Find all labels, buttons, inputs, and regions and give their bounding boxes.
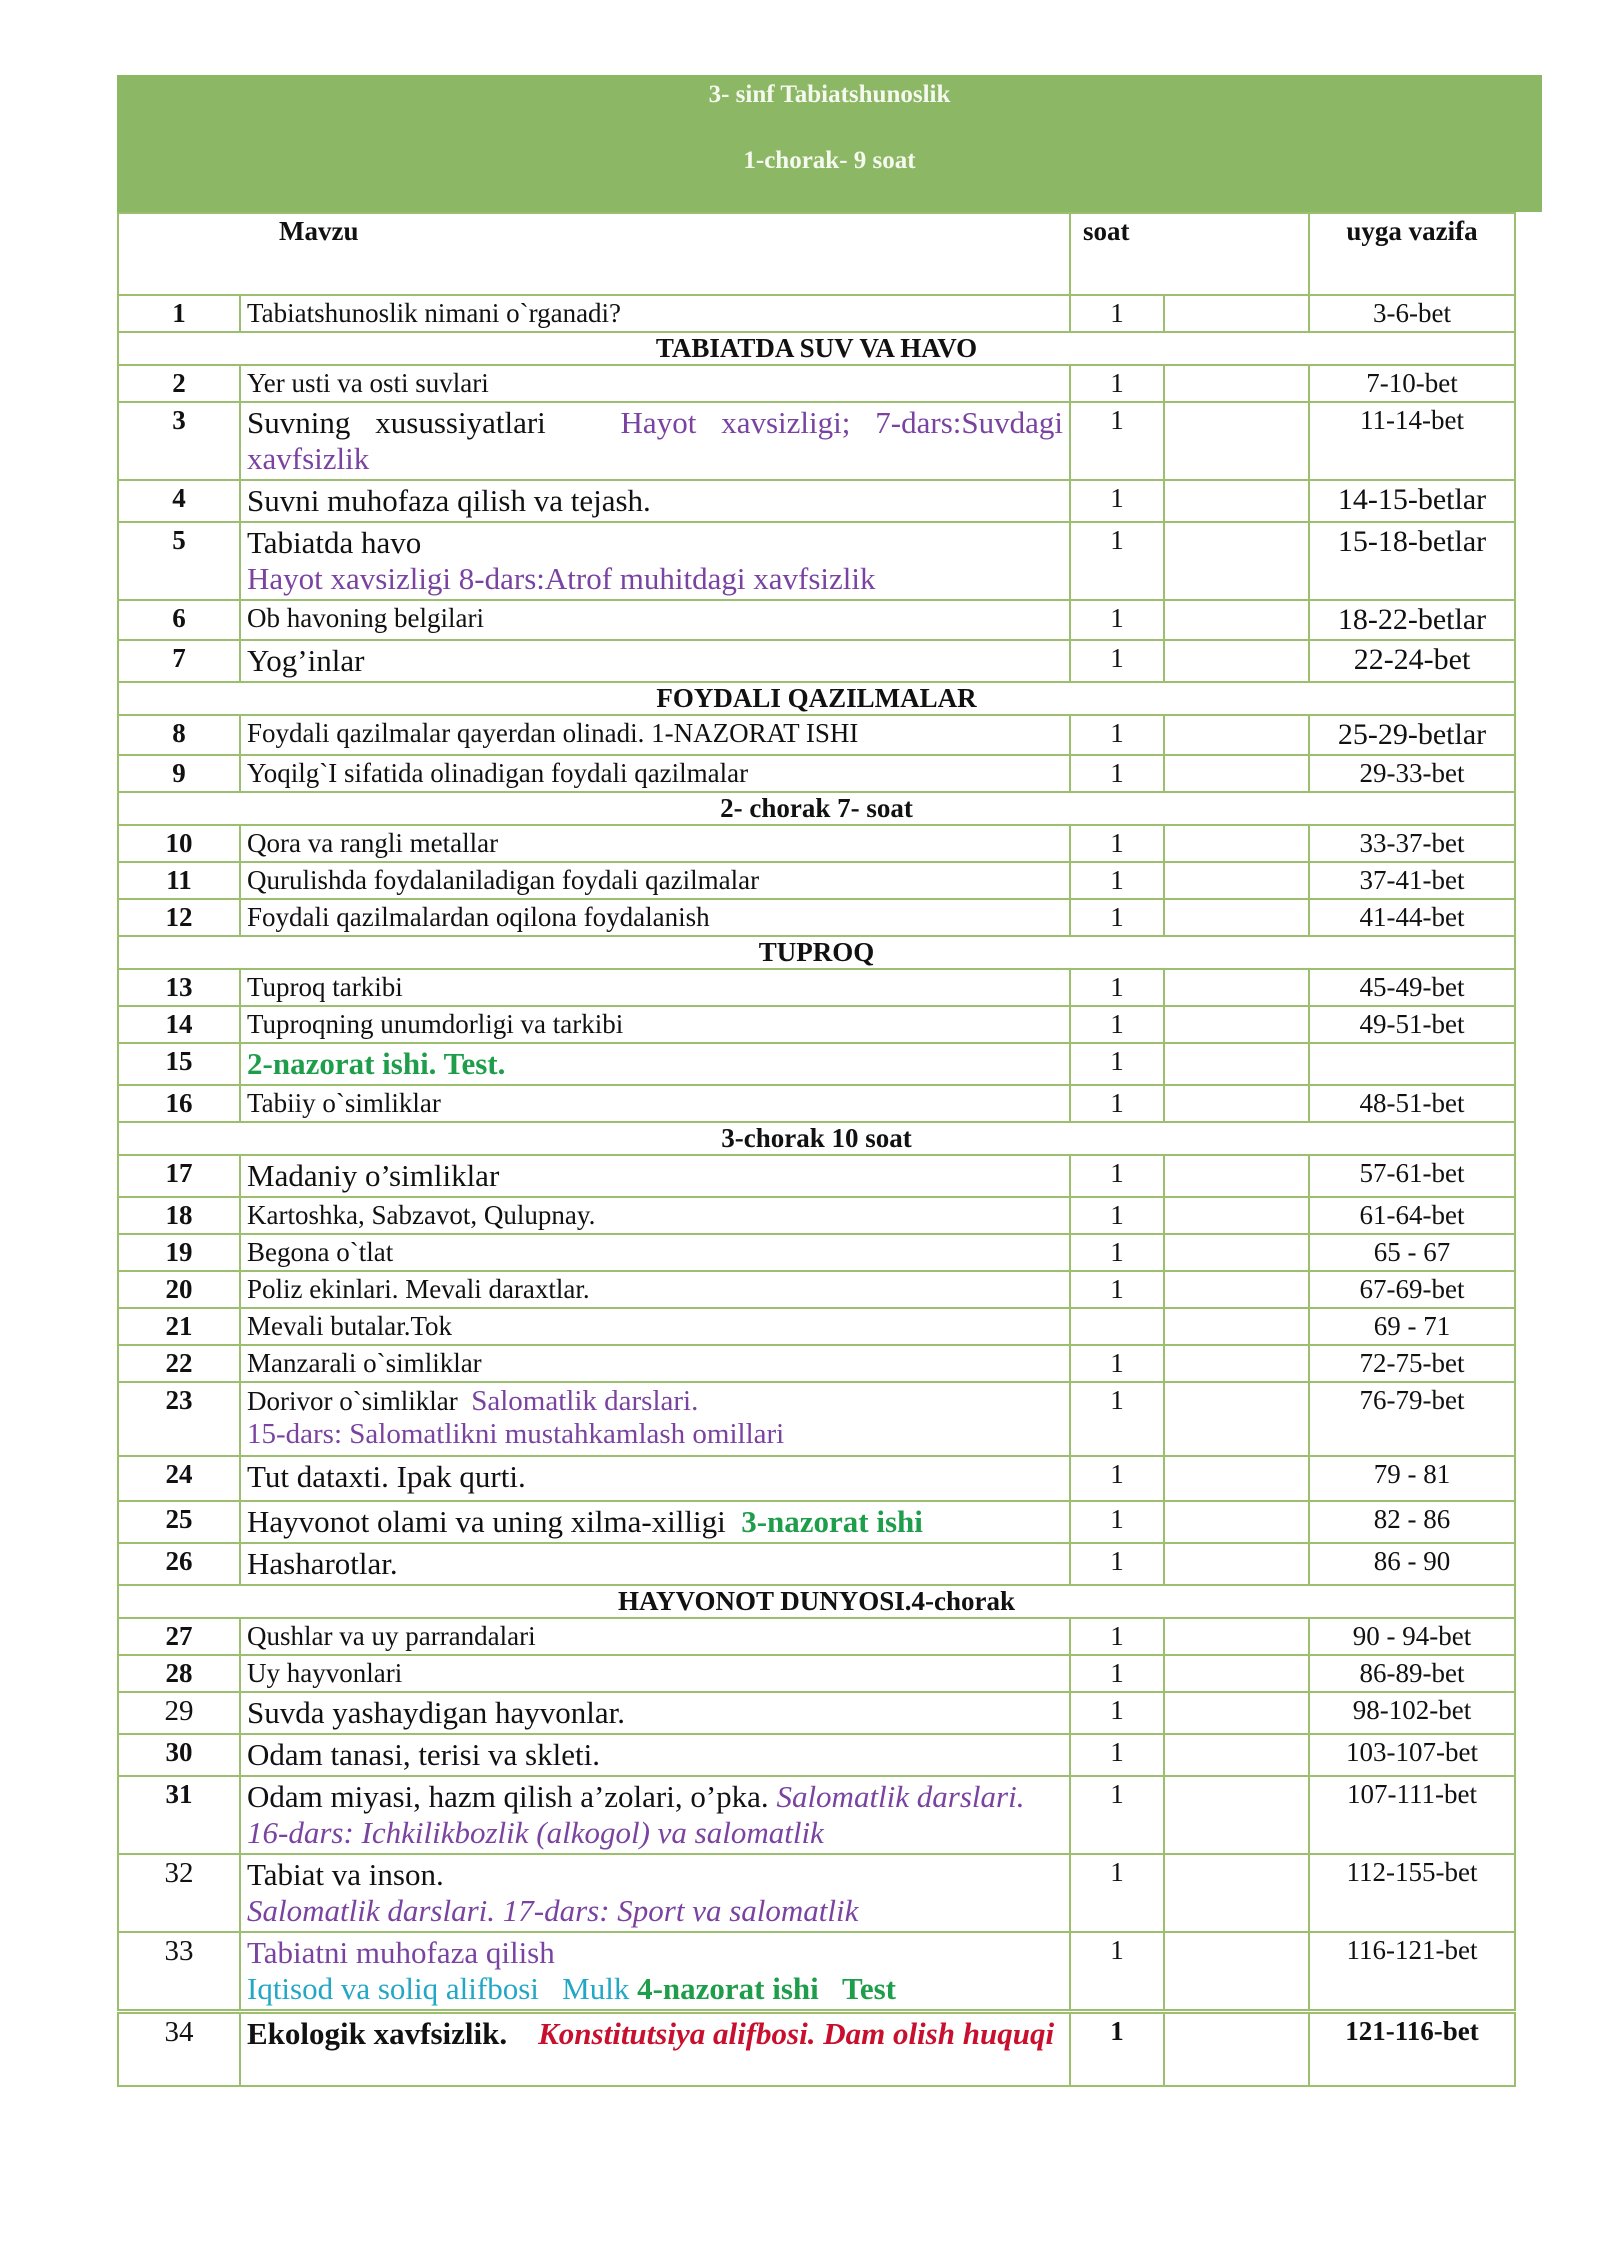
lesson-homework: 67-69-bet	[1309, 1271, 1515, 1308]
economics-lesson-note: Iqtisod va soliq alifbosi	[247, 1971, 539, 2006]
table-row	[118, 1618, 1515, 1655]
lesson-hours: 1	[1070, 402, 1164, 480]
lesson-number: 32	[118, 1854, 240, 1932]
lesson-homework: 121-116-bet	[1309, 2012, 1515, 2086]
empty-cell	[1164, 1734, 1309, 1776]
lesson-hours: 1	[1070, 715, 1164, 755]
health-lesson-label: Salomatlik darslari.	[776, 1779, 1025, 1814]
lesson-hours: 1	[1070, 1618, 1164, 1655]
lesson-topic: Tuproq tarkibi	[240, 969, 1070, 1006]
document-subtitle: 1-chorak- 9 soat	[743, 147, 916, 174]
lesson-homework: 82 - 86	[1309, 1501, 1515, 1543]
health-lesson-note: Salomatlik darslari. 17-dars: Sport va salomatlik	[247, 1893, 859, 1928]
section-row	[118, 1122, 1515, 1155]
table-row	[118, 899, 1515, 936]
lesson-topic: Yoqilg`I sifatida olinadigan foydali qazilmalar	[240, 755, 1070, 792]
table-row	[118, 1155, 1515, 1197]
lesson-hours: 1	[1070, 1234, 1164, 1271]
lesson-topic: 2-nazorat ishi. Test.	[240, 1043, 1070, 1085]
title-banner	[117, 75, 1542, 212]
empty-cell	[1164, 1456, 1309, 1501]
section-row	[118, 792, 1515, 825]
lesson-topic: Uy hayvonlari	[240, 1655, 1070, 1692]
section-title: TUPROQ	[118, 936, 1515, 969]
health-lesson-note: 16-dars: Ichkilikbozlik (alkogol) va salomatlik	[247, 1815, 824, 1850]
lesson-homework: 112-155-bet	[1309, 1854, 1515, 1932]
empty-cell	[1164, 1345, 1309, 1382]
lesson-number: 9	[118, 755, 240, 792]
lesson-hours: 1	[1070, 295, 1164, 332]
section-title: 3-chorak 10 soat	[118, 1122, 1515, 1155]
lesson-topic: Qurulishda foydalaniladigan foydali qazilmalar	[240, 862, 1070, 899]
empty-cell	[1164, 1043, 1309, 1085]
empty-cell	[1164, 899, 1309, 936]
lesson-number: 2	[118, 365, 240, 402]
lesson-homework: 57-61-bet	[1309, 1155, 1515, 1197]
empty-cell	[1164, 1308, 1309, 1345]
empty-cell	[1164, 1655, 1309, 1692]
lesson-number: 19	[118, 1234, 240, 1271]
lesson-topic: Tut dataxti. Ipak qurti.	[240, 1456, 1070, 1501]
empty-cell	[1164, 1854, 1309, 1932]
lesson-number: 33	[118, 1932, 240, 2012]
table-row	[118, 1085, 1515, 1122]
lesson-topic: Suvda yashaydigan hayvonlar.	[240, 1692, 1070, 1734]
lesson-homework: 98-102-bet	[1309, 1692, 1515, 1734]
col-header-homework: uyga vazifa	[1309, 213, 1515, 295]
table-row	[118, 295, 1515, 332]
empty-cell	[1164, 1776, 1309, 1854]
table-row	[118, 522, 1515, 600]
lesson-number: 24	[118, 1456, 240, 1501]
empty-cell	[1164, 862, 1309, 899]
lesson-number: 8	[118, 715, 240, 755]
table-row	[118, 1382, 1515, 1456]
topic-text: Dorivor o`simliklar	[247, 1386, 458, 1416]
empty-cell	[1164, 1155, 1309, 1197]
lesson-homework	[1309, 1043, 1515, 1085]
lesson-topic: Tabiiy o`simliklar	[240, 1085, 1070, 1122]
table-row	[118, 1456, 1515, 1501]
table-row	[118, 1308, 1515, 1345]
empty-cell	[1164, 1234, 1309, 1271]
empty-cell	[1164, 295, 1309, 332]
empty-cell	[1164, 1271, 1309, 1308]
lesson-topic	[240, 1854, 1070, 1932]
safety-lesson-note: Hayot xavsizligi; 7-dars:Suvdagi xavfsizlik	[247, 405, 1064, 476]
lesson-topic: Suvni muhofaza qilish va tejash.	[240, 480, 1070, 522]
lesson-homework: 49-51-bet	[1309, 1006, 1515, 1043]
lesson-hours: 1	[1070, 862, 1164, 899]
lesson-number: 16	[118, 1085, 240, 1122]
section-row	[118, 332, 1515, 365]
topic-text: Tabiatda havo	[247, 525, 422, 560]
empty-cell	[1164, 969, 1309, 1006]
table-row	[118, 365, 1515, 402]
lesson-homework: 45-49-bet	[1309, 969, 1515, 1006]
lesson-homework: 37-41-bet	[1309, 862, 1515, 899]
table-row	[118, 1854, 1515, 1932]
table-row	[118, 1692, 1515, 1734]
table-row	[118, 1234, 1515, 1271]
lesson-number: 14	[118, 1006, 240, 1043]
lesson-homework: 65 - 67	[1309, 1234, 1515, 1271]
constitution-lesson-note: Konstitutsiya alifbosi. Dam olish huquqi	[538, 2016, 1055, 2051]
lesson-hours: 1	[1070, 1692, 1164, 1734]
lesson-topic: Kartoshka, Sabzavot, Qulupnay.	[240, 1197, 1070, 1234]
lesson-plan-table	[117, 212, 1516, 2087]
lesson-number: 26	[118, 1543, 240, 1585]
table-row	[118, 402, 1515, 480]
empty-cell	[1164, 402, 1309, 480]
lesson-homework: 15-18-betlar	[1309, 522, 1515, 600]
table-row	[118, 1197, 1515, 1234]
lesson-number: 6	[118, 600, 240, 640]
lesson-number: 29	[118, 1692, 240, 1734]
section-title: HAYVONOT DUNYOSI.4-chorak	[118, 1585, 1515, 1618]
lesson-homework: 48-51-bet	[1309, 1085, 1515, 1122]
lesson-homework: 107-111-bet	[1309, 1776, 1515, 1854]
section-title: FOYDALI QAZILMALAR	[118, 682, 1515, 715]
lesson-homework: 72-75-bet	[1309, 1345, 1515, 1382]
empty-cell	[1164, 365, 1309, 402]
lesson-hours: 1	[1070, 1382, 1164, 1456]
health-lesson-label: Salomatlik darslari.	[471, 1385, 699, 1417]
table-row	[118, 1345, 1515, 1382]
lesson-hours: 1	[1070, 1776, 1164, 1854]
empty-cell	[1164, 1618, 1309, 1655]
empty-cell	[1164, 1382, 1309, 1456]
lesson-number: 15	[118, 1043, 240, 1085]
table-row	[118, 969, 1515, 1006]
topic-text: Odam miyasi, hazm qilish a’zolari, o’pka.	[247, 1779, 769, 1814]
table-row	[118, 1271, 1515, 1308]
section-row	[118, 682, 1515, 715]
table-row	[118, 600, 1515, 640]
lesson-homework: 90 - 94-bet	[1309, 1618, 1515, 1655]
lesson-number: 17	[118, 1155, 240, 1197]
lesson-homework: 116-121-bet	[1309, 1932, 1515, 2012]
lesson-topic	[240, 1501, 1070, 1543]
lesson-topic: Foydali qazilmalar qayerdan olinadi. 1-NAZORAT ISHI	[240, 715, 1070, 755]
lesson-homework: 76-79-bet	[1309, 1382, 1515, 1456]
empty-cell	[1164, 1197, 1309, 1234]
lesson-topic: Yog’inlar	[240, 640, 1070, 682]
lesson-homework: 3-6-bet	[1309, 295, 1515, 332]
lesson-number: 34	[118, 2012, 240, 2086]
table-row	[118, 1776, 1515, 1854]
lesson-hours: 1	[1070, 640, 1164, 682]
section-title: TABIATDA SUV VA HAVO	[118, 332, 1515, 365]
lesson-hours: 1	[1070, 1271, 1164, 1308]
col-header-topic: Mavzu	[118, 213, 1070, 295]
table-row	[118, 480, 1515, 522]
document	[117, 75, 1542, 2087]
table-header	[118, 213, 1515, 295]
lesson-number: 18	[118, 1197, 240, 1234]
lesson-topic: Qushlar va uy parrandalari	[240, 1618, 1070, 1655]
table-row	[118, 715, 1515, 755]
lesson-hours: 1	[1070, 522, 1164, 600]
lesson-homework: 14-15-betlar	[1309, 480, 1515, 522]
section-row	[118, 936, 1515, 969]
lesson-number: 25	[118, 1501, 240, 1543]
lesson-topic	[240, 2012, 1070, 2086]
lesson-topic	[240, 1382, 1070, 1456]
empty-cell	[1164, 522, 1309, 600]
lesson-homework: 86 - 90	[1309, 1543, 1515, 1585]
lesson-homework: 11-14-bet	[1309, 402, 1515, 480]
lesson-number: 12	[118, 899, 240, 936]
lesson-number: 31	[118, 1776, 240, 1854]
lesson-homework: 86-89-bet	[1309, 1655, 1515, 1692]
lesson-hours: 1	[1070, 365, 1164, 402]
lesson-homework: 29-33-bet	[1309, 755, 1515, 792]
lesson-number: 30	[118, 1734, 240, 1776]
section-title: 2- chorak 7- soat	[118, 792, 1515, 825]
empty-cell	[1164, 1692, 1309, 1734]
topic-text: Tabiatni muhofaza qilish	[247, 1935, 555, 1970]
lesson-hours: 1	[1070, 480, 1164, 522]
empty-cell	[1164, 825, 1309, 862]
lesson-topic	[240, 402, 1070, 480]
table-row	[118, 1501, 1515, 1543]
lesson-hours: 1	[1070, 1197, 1164, 1234]
table-row	[118, 1655, 1515, 1692]
lesson-topic	[240, 1776, 1070, 1854]
control-work-note: 4-nazorat ishi	[637, 1971, 819, 2006]
lesson-number: 28	[118, 1655, 240, 1692]
table-row	[118, 640, 1515, 682]
lesson-hours	[1070, 1308, 1164, 1345]
lesson-hours: 1	[1070, 969, 1164, 1006]
lesson-hours: 1	[1070, 1085, 1164, 1122]
lesson-topic: Hasharotlar.	[240, 1543, 1070, 1585]
lesson-hours: 1	[1070, 899, 1164, 936]
lesson-hours: 1	[1070, 1543, 1164, 1585]
lesson-hours: 1	[1070, 1734, 1164, 1776]
lesson-number: 1	[118, 295, 240, 332]
empty-cell	[1164, 480, 1309, 522]
table-row	[118, 862, 1515, 899]
table-row	[118, 1932, 1515, 2012]
empty-cell	[1164, 715, 1309, 755]
topic-text: Ekologik xavfsizlik.	[247, 2016, 508, 2051]
lesson-hours: 1	[1070, 1932, 1164, 2012]
table-row	[118, 2012, 1515, 2086]
table-row	[118, 825, 1515, 862]
topic-text: Hayvonot olami va uning xilma-xilligi	[247, 1504, 726, 1539]
lesson-number: 22	[118, 1345, 240, 1382]
health-lesson-note: 15-dars: Salomatlikni mustahkamlash omillari	[247, 1418, 785, 1450]
lesson-hours: 1	[1070, 1854, 1164, 1932]
lesson-homework: 103-107-bet	[1309, 1734, 1515, 1776]
lesson-topic: Tabiatshunoslik nimani o`rganadi?	[240, 295, 1070, 332]
lesson-hours: 1	[1070, 755, 1164, 792]
lesson-topic	[240, 1932, 1070, 2012]
table-row	[118, 1734, 1515, 1776]
lesson-number: 13	[118, 969, 240, 1006]
empty-cell	[1164, 1501, 1309, 1543]
lesson-number: 7	[118, 640, 240, 682]
table-row	[118, 755, 1515, 792]
lesson-homework: 7-10-bet	[1309, 365, 1515, 402]
lesson-number: 10	[118, 825, 240, 862]
empty-cell	[1164, 1543, 1309, 1585]
lesson-homework: 61-64-bet	[1309, 1197, 1515, 1234]
lesson-number: 21	[118, 1308, 240, 1345]
lesson-hours: 1	[1070, 825, 1164, 862]
lesson-topic: Madaniy o’simliklar	[240, 1155, 1070, 1197]
lesson-number: 3	[118, 402, 240, 480]
lesson-hours: 1	[1070, 1006, 1164, 1043]
lesson-topic: Qora va rangli metallar	[240, 825, 1070, 862]
lesson-number: 20	[118, 1271, 240, 1308]
lesson-number: 5	[118, 522, 240, 600]
empty-cell	[1164, 755, 1309, 792]
lesson-hours: 1	[1070, 1456, 1164, 1501]
lesson-topic: Begona o`tlat	[240, 1234, 1070, 1271]
empty-cell	[1164, 640, 1309, 682]
lesson-hours: 1	[1070, 1345, 1164, 1382]
document-title: 3- sinf Tabiatshunoslik	[708, 81, 951, 108]
lesson-topic: Foydali qazilmalardan oqilona foydalanish	[240, 899, 1070, 936]
lesson-topic: Tuproqning unumdorligi va tarkibi	[240, 1006, 1070, 1043]
lesson-topic: Ob havoning belgilari	[240, 600, 1070, 640]
lesson-hours: 1	[1070, 2012, 1164, 2086]
lesson-topic: Poliz ekinlari. Mevali daraxtlar.	[240, 1271, 1070, 1308]
lesson-hours: 1	[1070, 1501, 1164, 1543]
empty-cell	[1164, 600, 1309, 640]
topic-text: Tabiat va inson.	[247, 1857, 444, 1892]
lesson-hours: 1	[1070, 600, 1164, 640]
empty-cell	[1164, 1006, 1309, 1043]
lesson-hours: 1	[1070, 1043, 1164, 1085]
lesson-homework: 69 - 71	[1309, 1308, 1515, 1345]
lesson-homework: 18-22-betlar	[1309, 600, 1515, 640]
lesson-topic: Manzarali o`simliklar	[240, 1345, 1070, 1382]
table-row	[118, 1043, 1515, 1085]
lesson-homework: 33-37-bet	[1309, 825, 1515, 862]
lesson-topic: Odam tanasi, terisi va skleti.	[240, 1734, 1070, 1776]
table-row	[118, 1543, 1515, 1585]
lesson-homework: 25-29-betlar	[1309, 715, 1515, 755]
table-row	[118, 1006, 1515, 1043]
lesson-number: 11	[118, 862, 240, 899]
lesson-hours: 1	[1070, 1655, 1164, 1692]
lesson-number: 23	[118, 1382, 240, 1456]
lesson-number: 4	[118, 480, 240, 522]
empty-cell	[1164, 1085, 1309, 1122]
empty-cell	[1164, 1932, 1309, 2012]
lesson-topic: Yer usti va osti suvlari	[240, 365, 1070, 402]
section-row	[118, 1585, 1515, 1618]
lesson-homework: 41-44-bet	[1309, 899, 1515, 936]
topic-text: Suvning xusussiyatlari	[247, 405, 546, 440]
lesson-topic	[240, 522, 1070, 600]
lesson-homework: 22-24-bet	[1309, 640, 1515, 682]
test-note: Test	[842, 1971, 897, 2006]
control-work-note: 3-nazorat ishi	[741, 1504, 923, 1539]
lesson-homework: 79 - 81	[1309, 1456, 1515, 1501]
lesson-topic: Mevali butalar.Tok	[240, 1308, 1070, 1345]
safety-lesson-note: Hayot xavsizligi 8-dars:Atrof muhitdagi xavfsizlik	[247, 561, 876, 596]
lesson-hours: 1	[1070, 1155, 1164, 1197]
col-header-hours: soat	[1070, 213, 1309, 295]
lesson-number: 27	[118, 1618, 240, 1655]
property-note: Mulk	[562, 1971, 630, 2006]
empty-cell	[1164, 2012, 1309, 2086]
